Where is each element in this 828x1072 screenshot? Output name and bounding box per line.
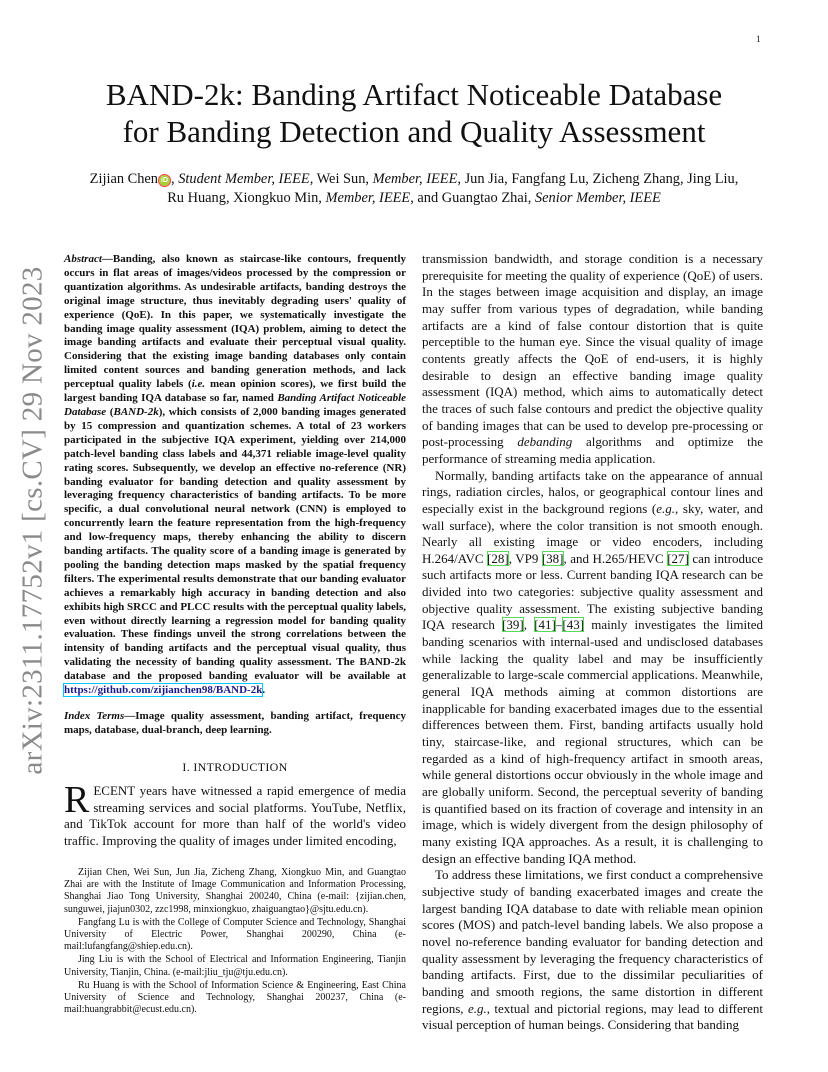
body-text: , VP9 bbox=[508, 550, 542, 566]
author-line2: Ru Huang, Xiongkuo Min, bbox=[167, 190, 322, 206]
body-text: , and H.265/HEVC bbox=[563, 550, 668, 566]
body-text: – bbox=[555, 617, 563, 633]
title-line-2: for Banding Detection and Quality Assessment bbox=[122, 114, 706, 149]
citation-link[interactable]: [41] bbox=[534, 617, 556, 633]
citation-link[interactable]: [39] bbox=[502, 617, 524, 633]
database-short: BAND-2k bbox=[113, 405, 159, 418]
footnote: Fangfang Lu is with the College of Computer Science and Technology, Shanghai University of Electric Power, Shanghai 200290, China (e-mail:lufangfang@shiep.edu.cn). bbox=[64, 916, 406, 953]
body-em: e.g. bbox=[467, 1000, 487, 1016]
body-text: , bbox=[523, 617, 535, 633]
title-line-1: BAND-2k: Banding Artifact Noticeable Database bbox=[105, 77, 723, 112]
citation-link[interactable]: [28] bbox=[487, 550, 509, 566]
author-role: Member, IEEE bbox=[372, 171, 458, 187]
orcid-icon[interactable]: iD bbox=[161, 177, 168, 184]
body-em: debanding bbox=[517, 434, 573, 450]
body-text: can introduce such artifacts more or less. Current banding IQA research can be divided into two categories: subjective quality assessment and objective quality assessment. The existing subjective banding IQA research bbox=[422, 550, 763, 633]
abstract-text: ), which consists of 2,000 banding images generated by 15 compression and quantization schemes. A total of 23 workers participated in the subjective IQA experiment, yielding over 214,000 patch-level banding class labels and 44,371 reliable image-level quality rating scores. Subsequently, we develop an effective no-reference (NR) banding evaluator for banding detection and quality assessment by leveraging frequency characteristics of banding artifacts. To be more specific, a dual convolutional neural network (CNN) is employed to concurrently learn the feature representation from the high-frequency and low-frequency maps, thereby enhancing the ability to discern banding artifacts. The quality score of a banding image is generated by pooling the banding detection maps masked by the spatial frequency filters. The experimental results demonstrate that our banding evaluator achieves a remarkably high accuracy in banding detection and also exhibits high SRCC and PLCC results with the perceptual quality labels, even without directly learning a regression model for banding quality evaluation. These findings unveil the strong correlations between the intensity of banding artifacts and the perceptual visual quality, thus validating the necessity of banding quality assessment. The BAND-2k database and the proposed banding evaluator will be available at bbox=[64, 405, 407, 683]
drop-cap: R bbox=[64, 778, 90, 821]
author-first: Zijian Chen bbox=[89, 171, 158, 187]
author-role: Senior Member, IEEE bbox=[534, 190, 661, 206]
body-text: , sky, water, and wall surface), where the color transition is not smooth enough. Nearly all existing image or video encoders, including H.264/AVC bbox=[422, 500, 763, 566]
author-list: Zijian Chen iD , Student Member, IEEE, Wei Sun, Member, IEEE, Jun Jia, Fangfang Lu, Zicheng Zhang, Jing Liu, Ru Huang, Xiongkuo Min, Member, IEEE, and Guangtao Zhai, Senior Member, IEEE bbox=[89, 171, 739, 206]
page-number: 1 bbox=[756, 34, 761, 44]
body-em: e.g. bbox=[656, 500, 676, 516]
intro-paragraph bbox=[64, 778, 406, 850]
body-text: mainly investigates the limited banding scenarios with internal-used and undisclosed databases while lacking the quality label and may be insufficiently generalizable to large-scale commercial applications. Meanwhile, general IQA methods aiming at common distortions are inapplicable for banding exacerbated images due to the essential differences between them. First, banding artifacts usually hold tiny, staircase-like, and regional structures, which can be regarded as a kind of high-frequency artifact in smooth areas, while general distortions occur obviously in the whole image and are globally uniform. Second, the perceptual severity of banding is quantified based on its fraction of coverage and intensity in an image, which is widely divergent from the design philosophy of many existing IQA approaches. As a result, it is challenging to design an effective banding IQA method. bbox=[422, 617, 764, 866]
footnote: Jing Liu is with the School of Electrical and Information Engineering, Tianjin University, Tianjin, China. (e-mail:jliu_tju@tju.edu.cn). bbox=[64, 954, 406, 978]
abstract-text: . bbox=[262, 684, 266, 697]
body-text: , textual and pictorial regions, may lead to different visual perception of human beings. Considering that banding bbox=[422, 1000, 763, 1033]
paper-title bbox=[64, 76, 764, 150]
author-role: Member, IEEE bbox=[325, 190, 411, 206]
abstract-text: mean opinion scores), we first build the largest banding IQA database so far, named bbox=[64, 378, 406, 405]
body-text: Normally, banding artifacts take on the appearance of annual rings, radiation circles, halos, or geographical contour lines and especially exist in the background regions ( bbox=[422, 467, 763, 516]
body-paragraph-2 bbox=[422, 468, 763, 868]
citation-link[interactable]: [27] bbox=[667, 550, 689, 566]
footnote: Zijian Chen, Wei Sun, Jun Jia, Zicheng Zhang, Xiongkuo Min, and Guangtao Zhai are with the Institute of Image Communication and Information Processing, Shanghai Jiao Tong University, Shanghai 200240, China (e-mail: {zijian.chen, sunguwei, jiajun0302, zzc1998, minxiongkuo, zhaiguangtao}@sjtu.edu.cn). bbox=[64, 867, 406, 915]
body-paragraph-1 bbox=[422, 251, 763, 468]
index-terms bbox=[64, 710, 406, 738]
body-paragraph-3 bbox=[422, 867, 763, 1034]
left-column bbox=[64, 253, 406, 850]
abstract-text: —Banding, also known as staircase-like contours, frequently occurs in flat areas of images/videos processed by the compression or quantization algorithms. As undesirable artifacts, banding destroys the original image structure, thus inevitably degrading users' quality of experience (QoE). In this paper, we systematically investigate the banding image quality assessment (IQA) problem, aiming to detect the image banding artifacts and evaluate their perceptual visual quality. Considering that the existing image banding databases only contain limited content sources and banding generation methods, and lack perceptual quality labels ( bbox=[64, 253, 406, 391]
body-text: To address these limitations, we first conduct a comprehensive subjective study of banding exacerbated images and create the largest banding IQA database to date with reliable mean opinion scores (MOS) and patch-level banding labels. We also propose a novel no-reference banding evaluator for banding detection and quality assessment by leveraging the frequency characteristics of banding artifacts. First, due to the dissimilar peculiarities of banding and smooth regions, the same distortion in different regions, bbox=[422, 867, 763, 1016]
abstract-text: ( bbox=[106, 405, 114, 418]
github-link[interactable]: https://github.com/zijianchen98/BAND-2k bbox=[64, 684, 263, 697]
author-role: Student Member, IEEE bbox=[178, 171, 310, 187]
author-last: , and Guangtao Zhai, bbox=[410, 190, 532, 206]
database-name: Banding Artifact Noticeable Database bbox=[64, 392, 407, 418]
index-terms-text: —Image quality assessment, banding artifact, frequency maps, database, dual-branch, deep learning. bbox=[64, 710, 406, 736]
author-second: Wei Sun, bbox=[316, 171, 370, 187]
abstract-label: Abstract bbox=[64, 253, 102, 265]
citation-link[interactable]: [43] bbox=[562, 617, 585, 633]
arxiv-watermark bbox=[6, 265, 61, 775]
arxiv-id-text: arXiv:2311.17752v1 [cs.CV] 29 Nov 2023 bbox=[17, 265, 49, 775]
right-column bbox=[422, 251, 763, 1034]
author-middle: Jun Jia, Fangfang Lu, Zicheng Zhang, Jing Liu, bbox=[464, 171, 739, 187]
abstract bbox=[64, 253, 406, 698]
footnote: Ru Huang is with the School of Information Science & Engineering, East China University of Science and Technology, Shanghai 200237, China (e-mail:huangrabbit@ecust.edu.cn). bbox=[64, 979, 406, 1016]
section-heading: I. INTRODUCTION bbox=[182, 759, 288, 774]
citation-link[interactable]: [38] bbox=[541, 550, 564, 566]
intro-text: ECENT years have witnessed a rapid emergence of media streaming services and social platforms. YouTube, Netflix, and TikTok account for more than half of the world's video traffic. Improving the quality of images under limited encoding, bbox=[64, 782, 406, 849]
body-text: algorithms and optimize the performance of streaming media application. bbox=[422, 434, 763, 466]
footnotes bbox=[64, 867, 406, 1017]
index-terms-label: Index Terms bbox=[64, 710, 125, 722]
abstract-em: i.e. bbox=[191, 378, 206, 391]
body-text: transmission bandwidth, and storage condition is a necessary prerequisite for meeting the quality of experience (QoE) of users. In the stages between image acquisition and display, an image may suffer from various types of degradation, while banding artifacts are a kind of false contour distortion that is quite perceptible to the human eye. Since the visual quality of image contents greatly affects the QoE of end-users, it is highly desirable to design an effective banding image quality assessment (IQA) method, which aims to automatically detect the traces of such false contours and predict the objective quality of banding images that can be used to develop pre-processing or post-processing bbox=[422, 251, 763, 450]
